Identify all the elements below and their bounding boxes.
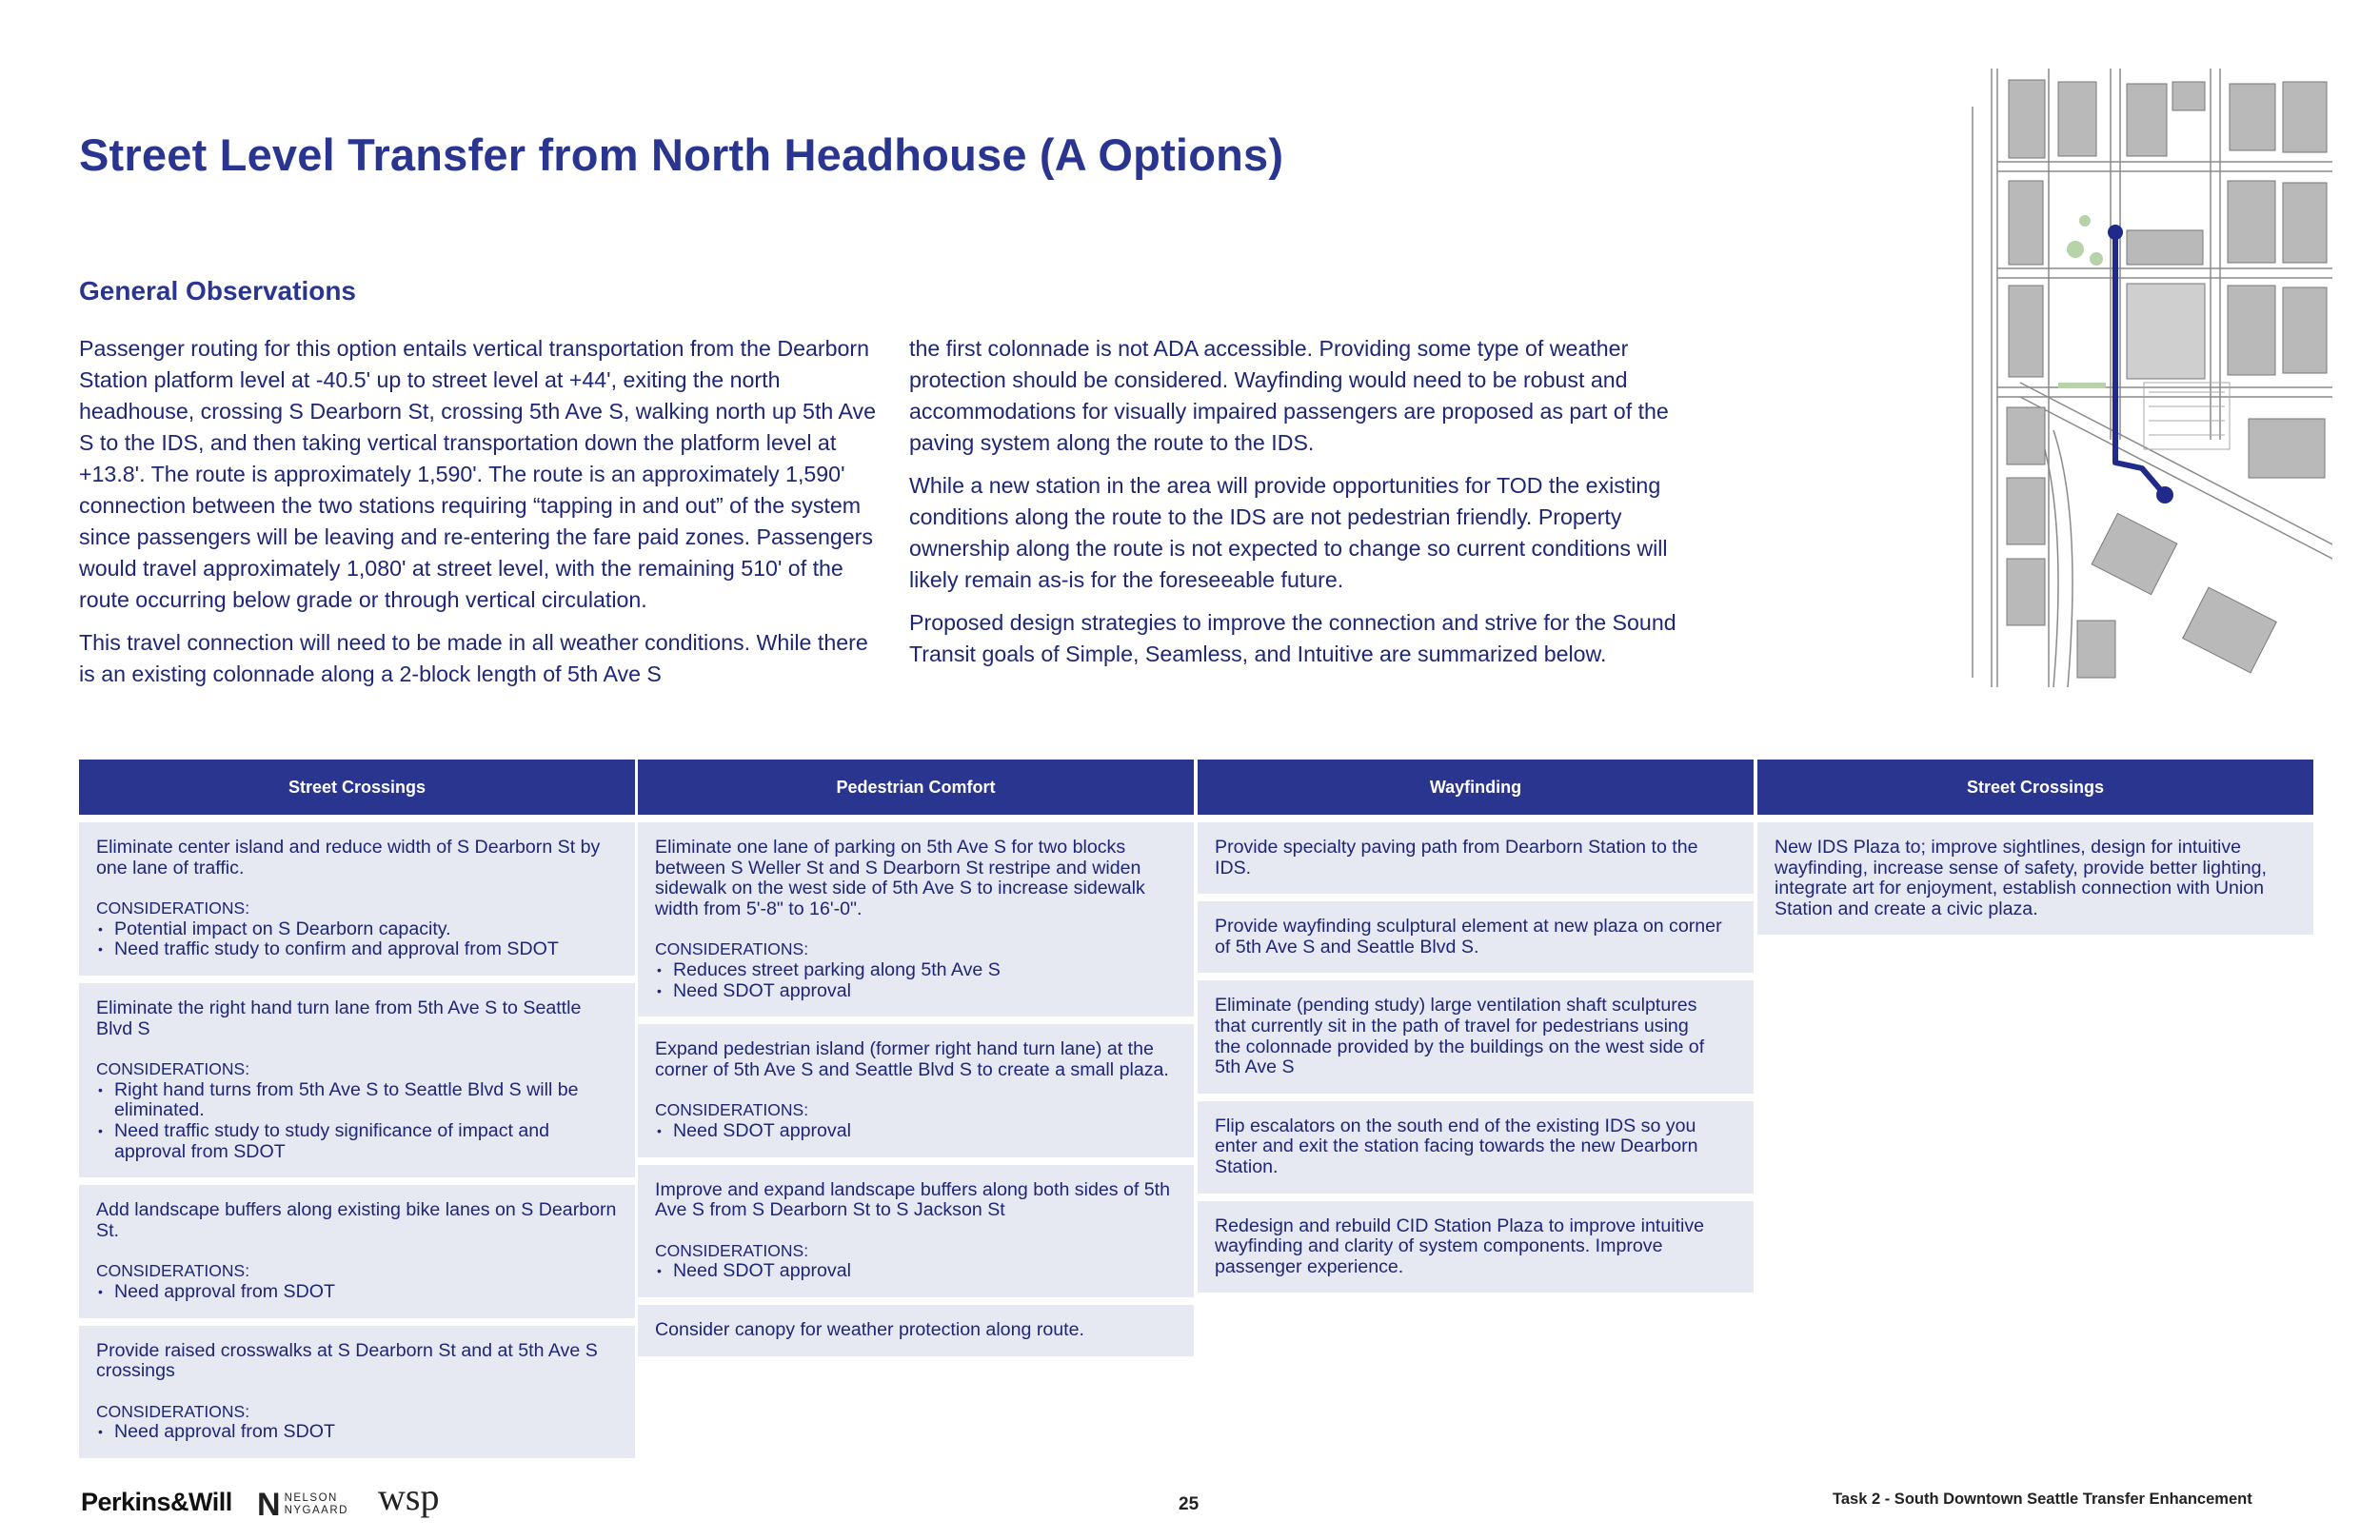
considerations-list bbox=[655, 1261, 1177, 1282]
considerations-list bbox=[96, 1080, 618, 1162]
consideration-item: • Need approval from SDOT bbox=[96, 1422, 618, 1443]
strategy-text: New IDS Plaza to; improve sightlines, design for intuitive wayfinding, increase sense of safety, provide better lighting, integrate art for enjoyment, establish connection with Union Station and create a civic plaza. bbox=[1775, 837, 2267, 919]
strategy-text: Expand pedestrian island (former right hand turn lane) at the corner of 5th Ave S and Seattle Blvd S to create a small plaza. bbox=[655, 1038, 1169, 1080]
considerations-list bbox=[96, 1282, 618, 1303]
considerations-label: CONSIDERATIONS: bbox=[96, 1401, 250, 1421]
column-header: Wayfinding bbox=[1198, 760, 1754, 815]
strategy-text: Flip escalators on the south end of the existing IDS so you enter and exit the station facing towards the new Dearborn Station. bbox=[1215, 1115, 1698, 1177]
strategy-card bbox=[638, 1305, 1194, 1356]
nelson-nygaard-logo bbox=[257, 1489, 348, 1521]
strategy-text: Eliminate the right hand turn lane from 5th Ave S to Seattle Blvd S bbox=[96, 997, 582, 1039]
strategy-card bbox=[79, 1185, 635, 1317]
strategy-text: Provide specialty paving path from Dearborn Station to the IDS. bbox=[1215, 837, 1698, 879]
strategy-column-wayfinding bbox=[1198, 760, 1754, 1300]
section-heading: General Observations bbox=[79, 276, 357, 306]
strategy-text: Add landscape buffers along existing bike lanes on S Dearborn St. bbox=[96, 1199, 617, 1241]
consideration-item: • Need traffic study to study significance of impact and approval from SDOT bbox=[96, 1121, 618, 1162]
consideration-item: • Potential impact on S Dearborn capacity. bbox=[96, 919, 618, 940]
consideration-item: • Need SDOT approval bbox=[655, 1121, 1177, 1142]
consideration-item: • Right hand turns from 5th Ave S to Seattle Blvd S will be eliminated. bbox=[96, 1080, 618, 1121]
wsp-logo-text: wsp bbox=[378, 1481, 440, 1518]
body-column-right bbox=[909, 333, 1718, 681]
strategy-card bbox=[1198, 822, 1754, 894]
body-paragraph: the first colonnade is not ADA accessible. Providing some type of weather protection should be considered. Wayfinding would need to be robust and accommodations for visually impaired passengers are proposed as part of the paving system along the route to the IDS. bbox=[909, 336, 1669, 455]
page-number: 25 bbox=[1179, 1494, 1200, 1514]
consideration-item: • Need traffic study to confirm and approval from SDOT bbox=[96, 939, 618, 960]
strategy-card bbox=[79, 1326, 635, 1458]
strategy-column-pedestrian-comfort bbox=[638, 760, 1194, 1364]
strategy-card bbox=[1198, 1201, 1754, 1293]
nygaard-wordmark-bottom: NYGAARD bbox=[284, 1505, 348, 1516]
considerations-list bbox=[96, 1422, 618, 1443]
consideration-item: • Need SDOT approval bbox=[655, 981, 1177, 1002]
strategy-card bbox=[1198, 980, 1754, 1093]
considerations-list bbox=[655, 1121, 1177, 1142]
strategy-text: Eliminate center island and reduce width of S Dearborn St by one lane of traffic. bbox=[96, 837, 601, 879]
strategy-card bbox=[1198, 901, 1754, 973]
strategy-text: Redesign and rebuild CID Station Plaza to improve intuitive wayfinding and clarity of system components. Improve passenger experience. bbox=[1215, 1214, 1705, 1277]
strategy-card bbox=[79, 822, 635, 976]
considerations-label: CONSIDERATIONS: bbox=[655, 939, 809, 959]
strategy-column-street-crossings bbox=[79, 760, 635, 1466]
column-header: Street Crossings bbox=[1757, 760, 2313, 815]
page-title: Street Level Transfer from North Headhouse (A Options) bbox=[79, 129, 1284, 180]
body-paragraph: While a new station in the area will provide opportunities for TOD the existing conditions along the route to the IDS are not pedestrian friendly. Property ownership along the route is not expected to change so current conditions will likely remain as-is for the foreseeable future. bbox=[909, 473, 1668, 592]
strategy-card bbox=[638, 1024, 1194, 1156]
strategy-card bbox=[1757, 822, 2313, 935]
consideration-item: • Reduces street parking along 5th Ave S bbox=[655, 960, 1177, 981]
body-paragraph: Passenger routing for this option entails vertical transportation from the Dearborn Station platform level at -40.5' up to street level at +44', exiting the north headhouse, crossing S Dearborn St, crossing 5th Ave S, walking north up 5th Ave S to the IDS, and then taking vertical transportation down the platform level at +13.8'. The route is approximately 1,590'. The route is an approximately 1,590' connection between the two stations requiring “tapping in and out” of the system since passengers will be leaving and re-entering the fare paid zones. Passengers would travel approximately 1,080' at street level, with the remaining 510' of the route occurring below grade or through vertical circulation. bbox=[79, 336, 876, 612]
strategy-column-street-crossings-2 bbox=[1757, 760, 2313, 942]
strategy-text: Improve and expand landscape buffers along both sides of 5th Ave S from S Dearborn St to S Jackson St bbox=[655, 1178, 1171, 1221]
nelson-nygaard-mark: N bbox=[257, 1487, 281, 1523]
column-header: Pedestrian Comfort bbox=[638, 760, 1194, 815]
strategy-card bbox=[638, 822, 1194, 1017]
considerations-list bbox=[655, 960, 1177, 1001]
strategy-card bbox=[638, 1165, 1194, 1297]
considerations-label: CONSIDERATIONS: bbox=[96, 898, 250, 918]
consideration-item: • Need approval from SDOT bbox=[96, 1282, 618, 1303]
body-paragraph: This travel connection will need to be made in all weather conditions. While there is an existing colonnade along a 2-block length of 5th Ave S bbox=[79, 630, 868, 686]
perkins-will-logo: Perkins&Will bbox=[81, 1488, 232, 1516]
strategy-text: Provide wayfinding sculptural element at new plaza on corner of 5th Ave S and Seattle Blvd S. bbox=[1215, 916, 1722, 958]
considerations-label: CONSIDERATIONS: bbox=[655, 1100, 809, 1120]
consideration-item: • Need SDOT approval bbox=[655, 1261, 1177, 1282]
considerations-label: CONSIDERATIONS: bbox=[96, 1059, 250, 1079]
column-header: Street Crossings bbox=[79, 760, 635, 815]
site-map bbox=[1963, 69, 2332, 687]
body-column-left bbox=[79, 333, 883, 701]
wsp-logo bbox=[378, 1481, 456, 1521]
body-paragraph: Proposed design strategies to improve the connection and strive for the Sound Transit goals of Simple, Seamless, and Intuitive are summarized below. bbox=[909, 610, 1676, 666]
strategy-card bbox=[1198, 1101, 1754, 1194]
strategy-text: Consider canopy for weather protection along route. bbox=[655, 1318, 1084, 1340]
considerations-label: CONSIDERATIONS: bbox=[96, 1261, 250, 1281]
document-footer-title: Task 2 - South Downtown Seattle Transfer Enhancement bbox=[1833, 1491, 2252, 1508]
nelson-nygaard-wordmark bbox=[285, 1492, 348, 1517]
strategy-text: Eliminate one lane of parking on 5th Ave S for two blocks between S Weller St and S Dearborn St restripe and widen sidewalk on the west side of 5th Ave S to increase sidewalk width from 5'-8" to 16'-0". bbox=[655, 837, 1145, 919]
strategy-text: Eliminate (pending study) large ventilation shaft sculptures that currently sit in the path of travel for pedestrians using the colonnade provided by the buildings on the west side of 5th Ave S bbox=[1215, 995, 1705, 1078]
nelson-wordmark-top: NELSON bbox=[284, 1492, 338, 1504]
considerations-list bbox=[96, 919, 618, 960]
considerations-label: CONSIDERATIONS: bbox=[655, 1240, 809, 1260]
strategy-card bbox=[79, 983, 635, 1177]
strategy-text: Provide raised crosswalks at S Dearborn St and at 5th Ave S crossings bbox=[96, 1339, 598, 1382]
route-start-marker bbox=[2108, 225, 2123, 240]
route-end-marker bbox=[2156, 486, 2173, 503]
